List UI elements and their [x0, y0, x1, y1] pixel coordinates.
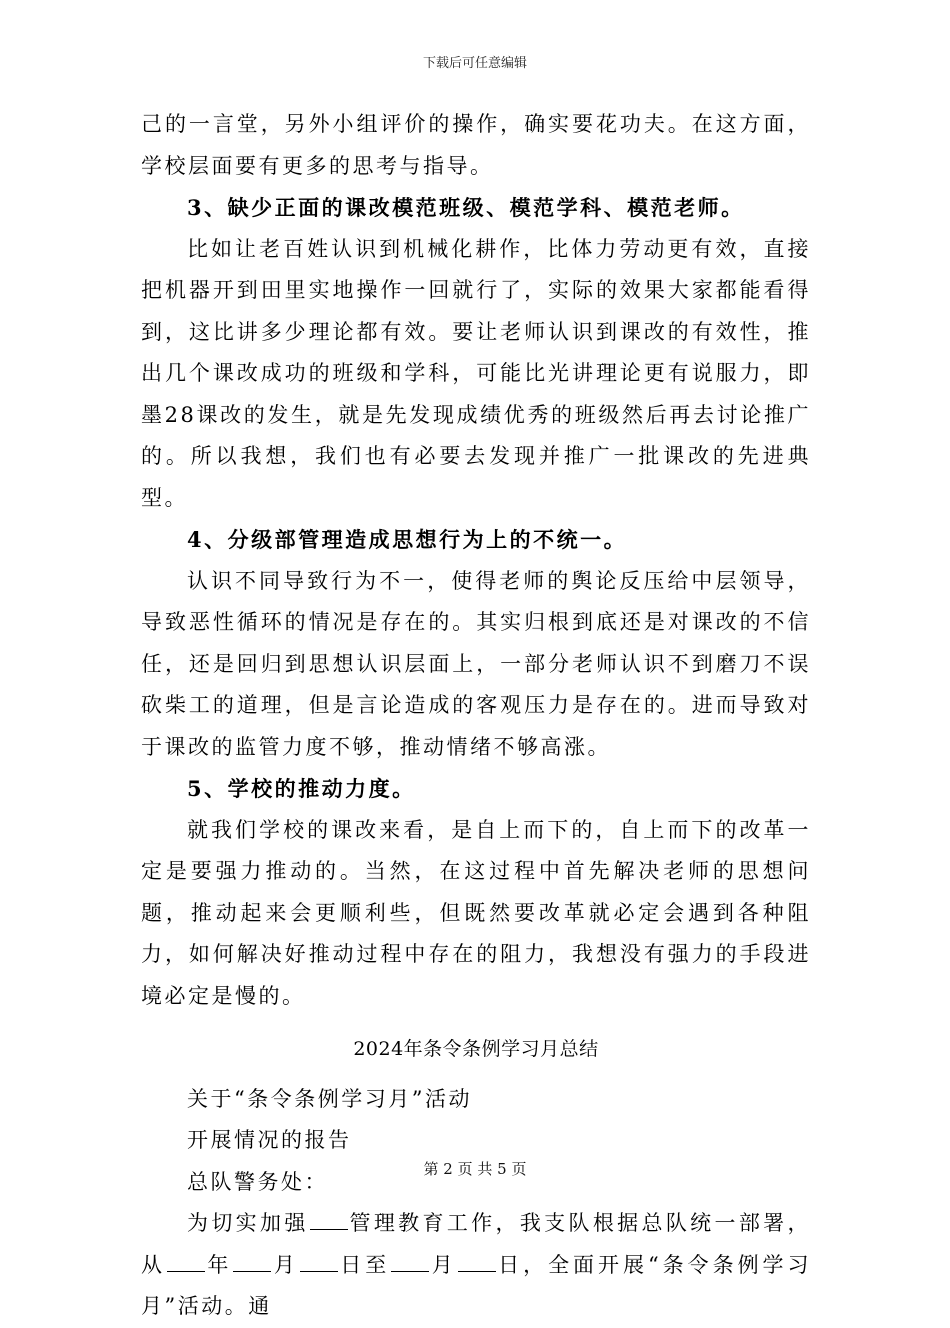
paragraph-4: 认识不同导致行为不一，使得老师的舆论反压给中层领导，导致恶性循环的情况是存在的。其实归根到底还是对课改的不信任，还是回归到思想认识层面上，一部分老师认识不到磨刀不误砍柴工的道理，但是言论造成的客观压力是存在的。进而导致对于课改的监管力度不够，推动情绪不够高涨。 — [141, 568, 811, 759]
heading-4: 4、分级部管理造成思想行为上的不统一。 — [187, 527, 628, 552]
page-footer: 第 2 页 共 5 页 — [423, 1160, 527, 1178]
text-segment: 管理教育工作，我支队根据总队统一部署，从 — [141, 1211, 812, 1277]
text-segment: 为切实加强 — [187, 1211, 309, 1235]
paragraph-5: 就我们学校的课改来看，是自上而下的，自上而下的改革一定是要强力推动的。当然，在这过程中首先解决老师的思想问题，推动起来会更顺利些，但既然要改革就必定会遇到各种阻力，如何解决好推动过程中存在的阻力，我想没有强力的手段进境必定是慢的。 — [141, 817, 811, 1008]
text-segment: 月 — [272, 1252, 299, 1277]
report-line-2: 开展情况的报告 — [187, 1128, 352, 1152]
heading-5: 5、学校的推动力度。 — [187, 776, 416, 801]
paragraph-1: 己的一言堂，另外小组评价的操作，确实要花功夫。在这方面，学校层面要有更多的思考与指导。 — [141, 112, 811, 178]
blank-field — [458, 1270, 496, 1272]
blank-field — [233, 1270, 271, 1272]
report-line-3: 总队警务处： — [187, 1169, 328, 1194]
heading-3: 3、缺少正面的课改模范班级、模范学科、模范老师。 — [187, 195, 745, 220]
report-paragraph — [141, 1203, 811, 1328]
blank-field — [167, 1270, 205, 1272]
document-body — [141, 104, 811, 1328]
text-segment: 日至 — [338, 1252, 391, 1277]
text-segment: 月 — [430, 1252, 457, 1277]
page-header: 下载后可任意编辑 — [422, 56, 527, 71]
text-segment: 年 — [205, 1252, 233, 1277]
paragraph-3: 比如让老百姓认识到机械化耕作，比体力劳动更有效，直接把机器开到田里实地操作一回就行了，实际的效果大家都能看得到，这比讲多少理论都有效。要让老师认识到课改的有效性，推出几个课改成功的班级和学科，可能比光讲理论更有说服力，即墨28课改的发生，就是先发现成绩优秀的班级然后再去讨论推广的。所以我想，我们也有必要去发现并推广一批课改的先进典型。 — [141, 236, 811, 510]
text-segment: 日，全面开展“条令条例学习月”活动。通 — [141, 1252, 811, 1318]
blank-field — [300, 1270, 338, 1272]
report-line-1: 关于“条令条例学习月”活动 — [187, 1086, 472, 1111]
section-title: 2024年条令条例学习月总结 — [353, 1038, 599, 1060]
blank-field — [391, 1270, 429, 1272]
